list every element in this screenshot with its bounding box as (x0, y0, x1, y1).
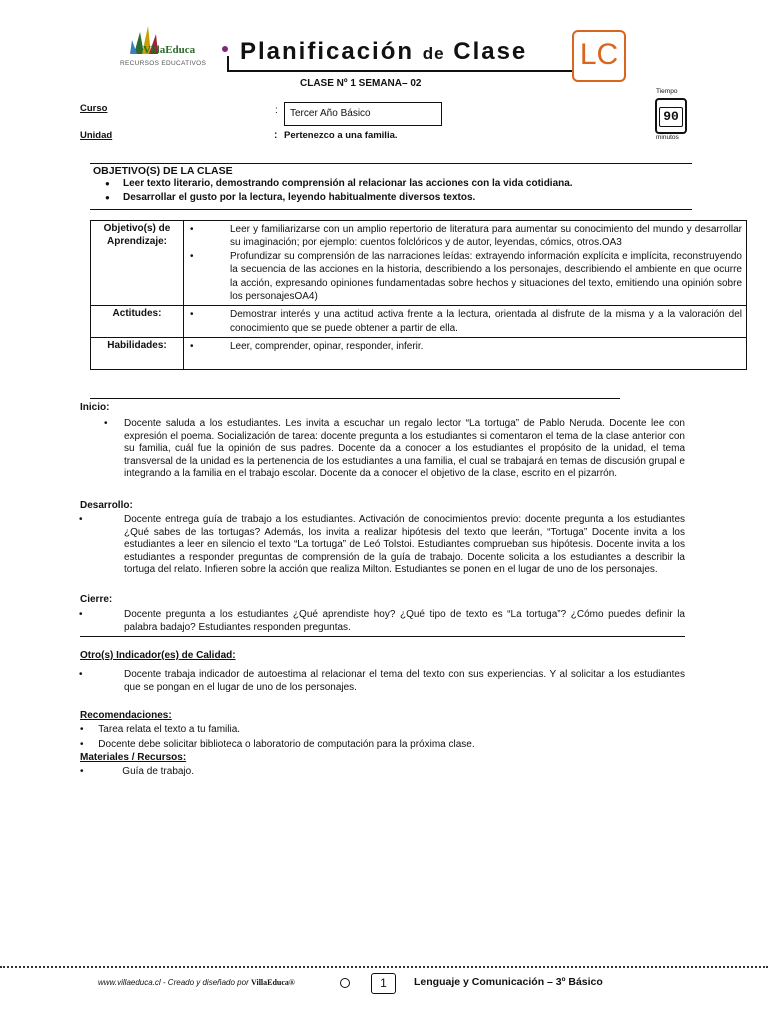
footer-brand: VillaEduca® (250, 978, 295, 987)
curso-label: Curso (80, 103, 108, 114)
footer-subject: Lenguaje y Comunicación – 3º Básico (414, 976, 603, 988)
footer-divider (0, 966, 768, 968)
bullet-icon: • (190, 224, 194, 235)
title-dot-icon (222, 46, 228, 52)
recomendaciones-heading: Recomendaciones: (80, 710, 172, 721)
actitudes-label: Actitudes: (91, 306, 184, 338)
habilidades-cell (184, 338, 747, 370)
inicio-heading: Inicio: (80, 402, 110, 413)
divider (90, 398, 620, 399)
bullet-icon: • (79, 514, 83, 525)
bullet-icon: • (190, 309, 194, 321)
divider (80, 636, 685, 637)
title-end: Clase (453, 38, 528, 65)
cierre-text: Docente pregunta a los estudiantes ¿Qué aprendiste hoy? ¿Qué tipo de texto es “La tortuga”? ¿Cómo puedes definir la palabra badajo? Estudiantes responden preguntas. (124, 609, 685, 633)
timer-value: 90 (659, 107, 683, 127)
objetivo-item: ● Desarrollar el gusto por la lectura, leyendo habitualmente diversos textos. (93, 191, 689, 205)
objetivos-clase-box (90, 163, 692, 210)
clase-semana: CLASE Nº 1 SEMANA– 02 (300, 78, 422, 89)
subject-badge: LC (572, 30, 626, 82)
habilidades-item (188, 340, 742, 353)
circle-icon (340, 978, 350, 988)
table-row (91, 338, 747, 370)
table-row (91, 221, 747, 306)
aprendizaje-table (90, 220, 747, 370)
footer-site: www.villaeduca.cl - Creado y diseñado por (98, 978, 249, 987)
recomendacion-text: Tarea relata el texto a tu familia. (98, 724, 241, 735)
list-item (80, 765, 194, 778)
curso-colon: : (275, 105, 278, 116)
unidad-value: Pertenezco a una familia. (284, 130, 398, 141)
unidad-colon: : (274, 130, 278, 141)
logo-subtitle: RECURSOS EDUCATIVOS (120, 60, 207, 67)
bullet-icon: • (80, 724, 84, 735)
curso-field: Tercer Año Básico (284, 102, 442, 126)
actitudes-cell (184, 306, 747, 338)
objetivos-title: OBJETIVO(S) DE LA CLASE (93, 165, 233, 177)
bullet-icon: • (80, 766, 84, 777)
footer-credit (98, 978, 295, 987)
habilidades-label: Habilidades: (91, 338, 184, 370)
table-row (91, 306, 747, 338)
timer-unit: minutos (656, 134, 679, 141)
oa-item-text: Profundizar su comprensión de las narraciones leídas: extrayendo información explícita e implícita, reconstruyendo la secuencia de las acciones en la historia, describiendo a los personajes, describiendo el ambiente en que ocurre la acción, expresando opiniones fundamentadas sobre hechos y situaciones del texto, emitiendo una opinión sobre los personajesOA4) (230, 250, 742, 303)
title-de: de (422, 44, 445, 63)
actitudes-text: Demostrar interés y una actitud activa frente a la lectura, orientada al disfrute de la misma y a la valoración del conocimiento que se puede obtener a partir de ella. (230, 309, 742, 334)
cierre-paragraph (79, 609, 685, 634)
title-main: Planificación (240, 38, 415, 65)
cierre-heading: Cierre: (80, 594, 113, 605)
calidad-text: Docente trabaja indicador de autoestima al relacionar el tema del texto con sus experiencias. Y al solicitar a los estudiantes que se pongan en el lugar de uno de los personajes. (124, 669, 685, 693)
habilidades-text: Leer, comprender, opinar, responder, inferir. (230, 341, 424, 353)
page-number: 1 (371, 973, 396, 994)
oa-label: Objetivo(s) de Aprendizaje: (91, 221, 184, 306)
page-title (240, 38, 527, 66)
inicio-paragraph (104, 418, 685, 481)
bullet-icon: • (190, 341, 194, 353)
logo-name: VillaEduca (143, 44, 196, 56)
material-text: Guía de trabajo. (122, 766, 195, 777)
bullet-icon: • (104, 418, 108, 429)
desarrollo-paragraph (79, 514, 685, 577)
title-underline (227, 70, 572, 72)
bullet-icon: • (190, 250, 194, 262)
list-item (80, 738, 475, 751)
oa-item (188, 223, 742, 250)
oa-item-text: Leer y familiarizarse con un amplio repertorio de literatura para aumentar su conocimiento del mundo y desarrollar su imaginación; por ejemplo: cuentos folclóricos y de autor, leyendas, cómics, otros.OA3 (230, 224, 742, 249)
calidad-paragraph (79, 669, 685, 694)
bullet-icon: • (79, 669, 83, 680)
bullet-icon: • (79, 609, 83, 620)
timer-label: Tiempo (656, 88, 678, 95)
materiales-heading: Materiales / Recursos: (80, 752, 187, 763)
desarrollo-text: Docente entrega guía de trabajo a los estudiantes. Activación de conocimientos previo: docente pregunta a los estudiantes ¿Qué sabes de las tortugas? Además, los invita a realizar hipótesis del texto que leerán, “Tortuga” Docente invita a los estudiantes a leer en silencio el texto “La tortuga” de Leó Tolstoi. Estudiantes comprueban sus hipótesis. Docente invita a los estudiantes a responder preguntas de comprensión de la guía de trabajo. Docente solicita a los estudiantes a describir la tortuga del relato. Infieren sobre la acción que realiza Milton. Estudiantes se ponen en el lugar de uno de los personajes. (124, 514, 685, 576)
recomendacion-text: Docente debe solicitar biblioteca o laboratorio de computación para la próxima clase. (98, 739, 475, 750)
oa-cell (184, 221, 747, 306)
inicio-text: Docente saluda a los estudiantes. Les invita a escuchar un regalo lector “La tortuga” de Pablo Neruda. Docente lee con expresión el poema. Socialización de tarea: docente pregunta a los estudiantes si comentaron el tema de la clase anterior con su familia, cuál fue la opinión de sus padres. Docente da a conocer a los estudiantes el propósito de la unidad, el tema transversal de la unidad es la pertenencia de los estudiantes a una familia, el cual se trabajará en temas de discusión grupal e integrando a la familia en el trabajo escolar. Docente da a conocer el objetivo de la clase, escrito en el pizarrón. (124, 418, 685, 480)
actitudes-item (188, 308, 742, 335)
bullet-icon: • (80, 739, 84, 750)
unidad-label: Unidad (80, 130, 113, 141)
oa-item (188, 250, 742, 304)
desarrollo-heading: Desarrollo: (80, 500, 133, 511)
objetivo-item: ● Leer texto literario, demostrando comprensión al relacionar las acciones con la vida cotidiana. (93, 177, 689, 191)
list-item (80, 723, 240, 736)
calidad-heading: Otro(s) Indicador(es) de Calidad: (80, 650, 236, 661)
